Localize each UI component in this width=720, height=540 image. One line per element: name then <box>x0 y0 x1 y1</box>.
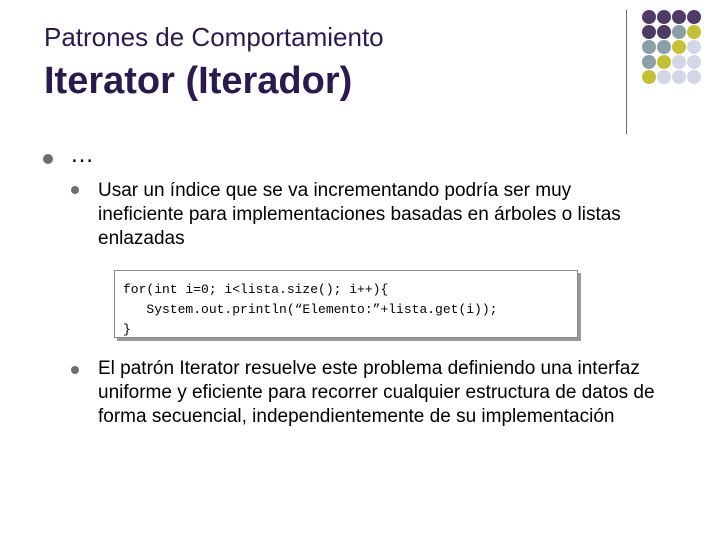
bullet-icon <box>43 154 53 164</box>
decorative-dot <box>642 10 656 24</box>
decorative-dot <box>657 10 671 24</box>
decorative-dot <box>657 40 671 54</box>
decorative-dot <box>672 40 686 54</box>
bullet-level1-text: … <box>70 141 94 168</box>
decorative-dot <box>687 40 701 54</box>
code-line: System.out.println(“Elemento:”+lista.get(i)); <box>123 302 498 317</box>
bullet-icon <box>71 186 79 194</box>
code-line: } <box>123 322 131 337</box>
decorative-dot <box>657 55 671 69</box>
decorative-divider-line <box>626 10 627 134</box>
decorative-dot <box>687 55 701 69</box>
decorative-dot <box>672 70 686 84</box>
decorative-dot <box>642 55 656 69</box>
decorative-dot <box>672 25 686 39</box>
code-line: for(int i=0; i<lista.size(); i++){ <box>123 282 389 297</box>
decorative-dot <box>642 70 656 84</box>
decorative-dot <box>657 70 671 84</box>
slide-title: Iterator (Iterador) <box>44 60 353 102</box>
decorative-dot <box>687 70 701 84</box>
decorative-dot <box>642 40 656 54</box>
bullet-point-1: Usar un índice que se va incrementando podría ser muy ineficiente para implementaciones basadas en árboles o listas enlazadas <box>98 180 621 249</box>
decorative-dot <box>672 10 686 24</box>
decorative-dot <box>687 10 701 24</box>
decorative-dot <box>672 55 686 69</box>
slide-subtitle: Patrones de Comportamiento <box>44 22 384 52</box>
code-box <box>114 270 578 338</box>
decorative-dot <box>642 25 656 39</box>
decorative-dot <box>687 25 701 39</box>
bullet-point-2: El patrón Iterator resuelve este problema definiendo una interfaz uniforme y eficiente para recorrer cualquier estructura de datos de forma secuencial, independientemente de su implementación <box>98 358 655 427</box>
decorative-dot <box>657 25 671 39</box>
bullet-icon <box>71 366 79 374</box>
